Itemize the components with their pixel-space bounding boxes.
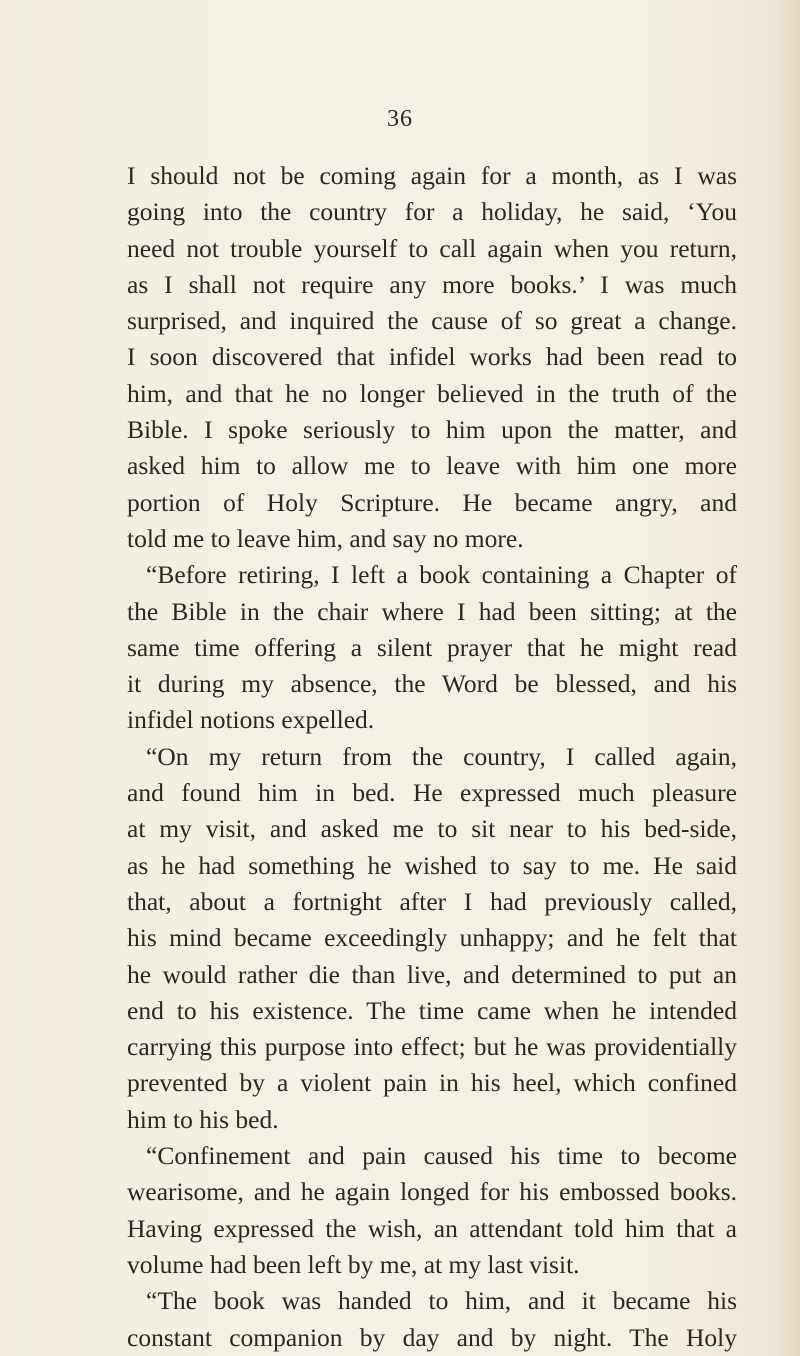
text-line: portion of Holy Scripture. He became angry, and [127, 487, 737, 517]
text-line: as he had something he wished to say to me. He said [127, 850, 737, 880]
text-line: told me to leave him, and say no more. [127, 523, 524, 553]
text-line: I soon discovered that infidel works had been read to [127, 342, 737, 372]
text-line: surprised, and inquired the cause of so great a change. [127, 306, 737, 336]
text-line: asked him to allow me to leave with him one more [127, 451, 737, 481]
text-line: “Before retiring, I left a book containing a Chapter of [146, 560, 737, 590]
text-line: same time offering a silent prayer that he might read [127, 632, 737, 662]
text-line: the Bible in the chair where I had been sitting; at the [127, 596, 737, 626]
text-line: wearisome, and he again longed for his embossed books. [127, 1177, 737, 1207]
text-line: I should not be coming again for a month, as I was [127, 161, 737, 190]
text-line: “On my return from the country, I called again, [146, 741, 737, 771]
text-line: need not trouble yourself to call again when you return, [127, 233, 737, 263]
text-line: constant companion by day and by night. The Holy [127, 1322, 737, 1352]
text-line: volume had been left by me, at my last visit. [127, 1249, 580, 1279]
text-line: him, and that he no longer believed in the truth of the [127, 378, 737, 408]
page-number: 36 [387, 106, 413, 132]
text-line: Having expressed the wish, an attendant told him that a [127, 1213, 737, 1243]
text-line: as I shall not require any more books.’ I was much [127, 269, 737, 299]
text-line: end to his existence. The time came when he intended [127, 995, 737, 1025]
text-line: going into the country for a holiday, he said, ‘You [127, 197, 737, 227]
text-line: at my visit, and asked me to sit near to his bed-side, [127, 814, 737, 844]
text-line: “Confinement and pain caused his time to become [146, 1141, 737, 1171]
text-line: infidel notions expelled. [127, 705, 375, 735]
text-line: “The book was handed to him, and it became his [146, 1286, 737, 1316]
text-line: that, about a fortnight after I had previously called, [127, 886, 737, 916]
text-line: him to his bed. [127, 1104, 279, 1134]
page-body-text [127, 158, 737, 1356]
text-line: he would rather die than live, and determined to put an [127, 959, 737, 989]
text-line: carrying this purpose into effect; but he was providentially [127, 1032, 737, 1062]
text-line: it during my absence, the Word be blessed, and his [127, 669, 737, 699]
text-line: Bible. I spoke seriously to him upon the matter, and [127, 415, 737, 445]
text-line: prevented by a violent pain in his heel, which confined [127, 1068, 737, 1098]
text-line: his mind became exceedingly unhappy; and he felt that [127, 923, 737, 953]
text-line: and found him in bed. He expressed much pleasure [127, 778, 737, 808]
